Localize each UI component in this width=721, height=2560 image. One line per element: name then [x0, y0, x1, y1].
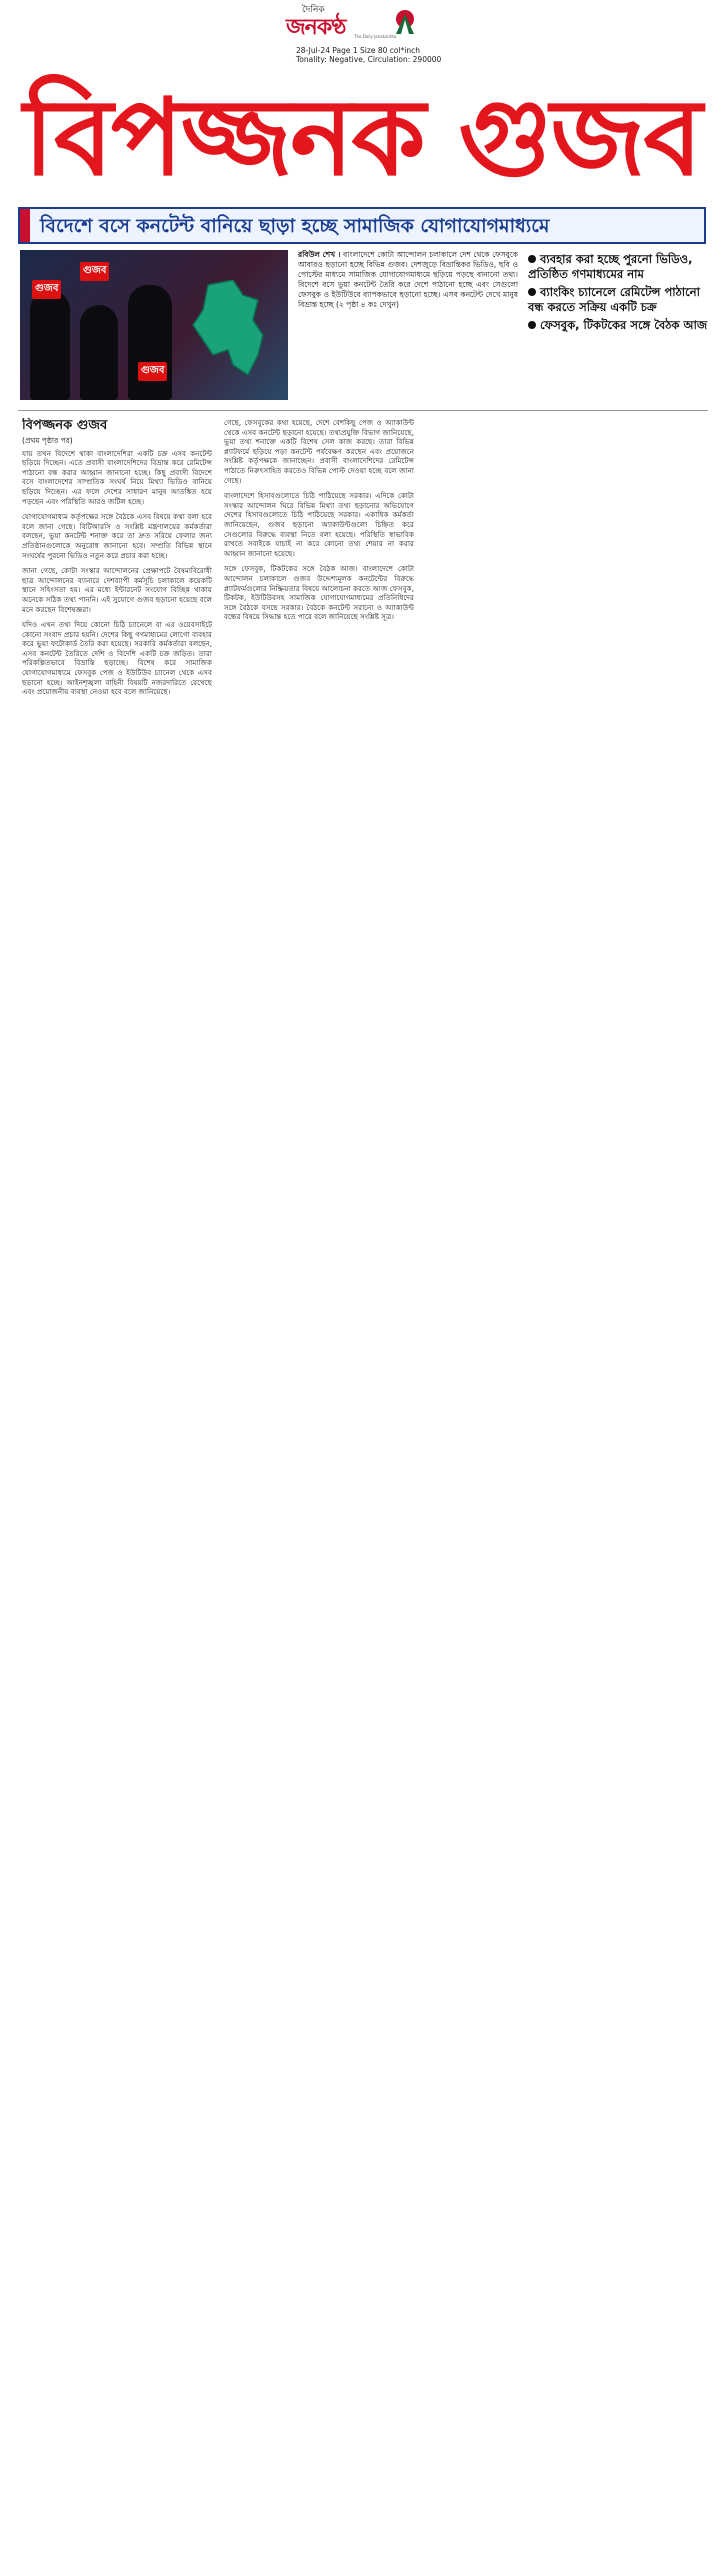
meta-line-2: Tonality: Negative, Circulation: 290000 — [296, 55, 442, 64]
logo-name: জনকণ্ঠ — [286, 15, 346, 40]
article-paragraph: যদিও এখন তথ্য দিয়ে কোনো চিঠি চ্যানেলে বা এর ওয়েবসাইটে কোনো সংবাদ প্রচার হয়নি। দেশের কিছু গণমাধ্যমের লোগো ব্যবহার করে ভুয়া ফটোকার্ড তৈরি করা হয়েছে। সরকারি কর্মকর্তারা বলছেন, এসব কনটেন্ট তৈরিতে দেশি ও বিদেশি একটি চক্র জড়িত। তারা পরিকল্পিতভাবে বিভ্রান্তি ছড়াচ্ছে। বিশেষ করে সামাজিক যোগাযোগমাধ্যমে ফেসবুক পেজ ও ইউটিউব চ্যানেল থেকে এসব ছড়ানো হচ্ছে। আইনশৃঙ্খলা বাহিনী বিষয়টি নজরদারিতে রেখেছে এবং প্রয়োজনীয় ব্যবস্থা নেওয়া হবে বলে জানিয়েছে। — [22, 620, 212, 697]
bullet-icon — [528, 321, 536, 329]
highlight-bullets — [528, 252, 713, 336]
silhouette-2 — [80, 305, 118, 400]
intro-text — [298, 250, 518, 400]
newspaper-logo — [272, 4, 432, 40]
logo-tagline: The Daily Janakantha — [354, 34, 397, 39]
article-paragraph: যায় তখন বিদেশে থাকা বাংলাদেশিরা একটি চক্র এসব কনটেন্ট ছড়িয়ে দিচ্ছেন। এতে প্রবাসী বাংলাদেশিদের বিভ্রান্ত করে রেমিটেন্স পাঠানো বন্ধ করার আহ্বান জানানো হচ্ছে। কিছু প্রবাসী বিদেশে বসে বাংলাদেশের সাম্প্রতিক সংঘর্ষ নিয়ে মিথ্যা ভিডিও বানিয়ে ছড়িয়ে দিচ্ছেন। এর ফলে দেশের সাধারণ মানুষ আতঙ্কিত হয়ে পড়ছেন এবং পরিস্থিতি আরও জটিল হচ্ছে। — [22, 448, 212, 506]
subheadline: বিদেশে বসে কনটেন্ট বানিয়ে ছাড়া হচ্ছে সামাজিক যোগাযোগমাধ্যমে — [40, 215, 550, 237]
photo-tag-2: গুজব — [32, 280, 61, 299]
clipping-meta — [296, 46, 441, 64]
article-column-2 — [224, 418, 414, 2548]
bullet-item: ফেসবুক, টিকটকের সঙ্গে বৈঠক আজ — [528, 318, 713, 333]
article-paragraph: বাংলাদেশে হিসাবগুলোতে চিঠি পাঠিয়েছে সরকার। এদিকে কোটা সংস্কার আন্দোলন ঘিরে বিভিন্ন মিথ্যা তথ্য ছড়ানোর অভিযোগে দেশের হিসাবগুলোতে চিঠি পাঠিয়েছে সরকার। একাধিক কর্মকর্তা জানিয়েছেন, গুজব ছড়ানো অ্যাকাউন্টগুলো চিহ্নিত করে সেগুলোর বিরুদ্ধে ব্যবস্থা নিতে বলা হয়েছে। পরিস্থিতি স্বাভাবিক রাখতে সবাইকে যাচাই না করে কোনো তথ্য শেয়ার না করার আহ্বান জানানো হয়েছে। — [224, 491, 414, 558]
article-paragraph: গেছে, ফেসবুকের কথা হয়েছে, দেশে বেশকিছু পেজ ও অ্যাকাউন্ট থেকে এসব কনটেন্ট ছড়ানো হয়েছে। তথ্যপ্রযুক্তি বিভাগ জানিয়েছে, ভুয়া তথ্য শনাক্তে একটি বিশেষ সেল কাজ করছে। তারা বিভিন্ন প্ল্যাটফর্মে ছড়িয়ে পড়া কনটেন্ট পর্যবেক্ষণ করছেন এবং প্রয়োজনে সংশ্লিষ্ট কর্তৃপক্ষকে জানাচ্ছেন। প্রবাসী বাংলাদেশিদের রেমিটেন্স পাঠাতে নিরুৎসাহিত করতেও বিভিন্ন পোস্ট দেওয়া হচ্ছে বলে জানা গেছে। — [224, 418, 414, 485]
bangladesh-map-icon — [188, 280, 268, 380]
article-paragraph: জানা গেছে, কোটা সংস্কার আন্দোলনের প্রেক্ষাপটে বৈষম্যবিরোধী ছাত্র আন্দোলনের ব্যানারে দেশব্যাপী কর্মসূচি চলাকালে কয়েকটি স্থানে সহিংসতা হয়। এর মধ্যে ইন্টারনেট সংযোগ বিচ্ছিন্ন থাকায় অনেকে সঠিক তথ্য পাননি। এই সুযোগে গুজব ছড়ানো হয়েছে বলে মনে করছেন বিশেষজ্ঞরা। — [22, 566, 212, 614]
bullet-icon — [528, 255, 536, 263]
silhouette-3 — [128, 285, 172, 400]
meta-line-1: 28-Jul-24 Page 1 Size 80 col*inch — [296, 46, 421, 55]
bullet-item: ব্যবহার করা হচ্ছে পুরনো ভিডিও, প্রতিষ্ঠিত গণমাধ্যমের নাম — [528, 252, 693, 281]
subheadline-bar — [18, 207, 706, 244]
bullet-icon — [528, 288, 536, 296]
photo-tag-1: গুজব — [80, 262, 109, 281]
article-photo — [20, 250, 288, 400]
bullet-item: ব্যাংকিং চ্যানেলে রেমিটেন্স পাঠানো বন্ধ করতে সক্রিয় একটি চক্র — [528, 285, 700, 314]
monument-icon — [390, 8, 420, 34]
article-column-1 — [22, 418, 212, 2548]
article-paragraph: সঙ্গে ফেসবুক, টিকটকের সঙ্গে বৈঠক আজ। বাংলাদেশে কোটা আন্দোলন চলাকালে গুজব উদ্দেশ্যমূলক কনটেন্টের বিরুদ্ধে প্ল্যাটফর্মগুলোর নিষ্ক্রিয়তার বিষয়ে আলোচনা করতে আজ ফেসবুক, টিকটক, ইউটিউবসহ সামাজিক যোগাযোগমাধ্যমের প্রতিনিধিদের সঙ্গে বৈঠকে বসছে সরকার। বৈঠকে কনটেন্ট সরানো ও অ্যাকাউন্ট বন্ধের বিষয়ে সিদ্ধান্ত হতে পারে বলে জানিয়েছে সংশ্লিষ্ট সূত্র। — [224, 564, 414, 622]
subheadline-accent — [20, 209, 30, 242]
main-headline: বিপজ্জনক গুজব — [23, 76, 701, 199]
masthead — [0, 0, 721, 70]
photo-tag-3: গুজব — [138, 362, 167, 381]
logo-prefix: দৈনিক — [302, 5, 325, 15]
intro-body: বাংলাদেশে কোটা আন্দোলন চলাকালে দেশ থেকে ফেসবুকে আবারও ছড়ানো হচ্ছে বিভিন্ন গুজব। দেশজুড়ে বিভ্রান্তিকর ভিডিও, ছবি ও পোস্টের মাধ্যমে সামাজিক যোগাযোগমাধ্যমে ছড়িয়ে পড়ছে বানানো তথ্য। বিদেশে বসে ভুয়া কনটেন্ট তৈরি করে দেশে পাঠানো হচ্ছে এবং সেগুলো ফেসবুক ও ইউটিউবে ব্যাপকভাবে ছড়ানো হচ্ছে। এসব কনটেন্ট দেখে মানুষ বিভ্রান্ত হচ্ছে (২ পৃষ্ঠা ৪ কঃ দেখুন) — [298, 250, 518, 309]
continued-note: (প্রথম পৃষ্ঠার পর) — [22, 436, 73, 445]
article-paragraph: যোগাযোগমাধ্যম কর্তৃপক্ষের সঙ্গে বৈঠকে এসব বিষয়ে কথা বলা হবে বলে জানা গেছে। বিটিআরসি ও সংশ্লিষ্ট মন্ত্রণালয়ের কর্মকর্তারা বলছেন, ভুয়া কনটেন্ট শনাক্ত করে তা দ্রুত সরিয়ে ফেলার জন্য প্রতিষ্ঠানগুলোকে অনুরোধ জানানো হবে। সম্প্রতি বিভিন্ন স্থানে সংঘর্ষের পুরনো ভিডিও নতুন করে প্রচার করা হচ্ছে। — [22, 512, 212, 560]
section-divider — [18, 410, 708, 411]
article-kicker: বিপজ্জনক গুজব — [22, 418, 108, 433]
silhouette-1 — [30, 290, 70, 400]
byline: রবিউল শেখ । — [298, 250, 341, 259]
